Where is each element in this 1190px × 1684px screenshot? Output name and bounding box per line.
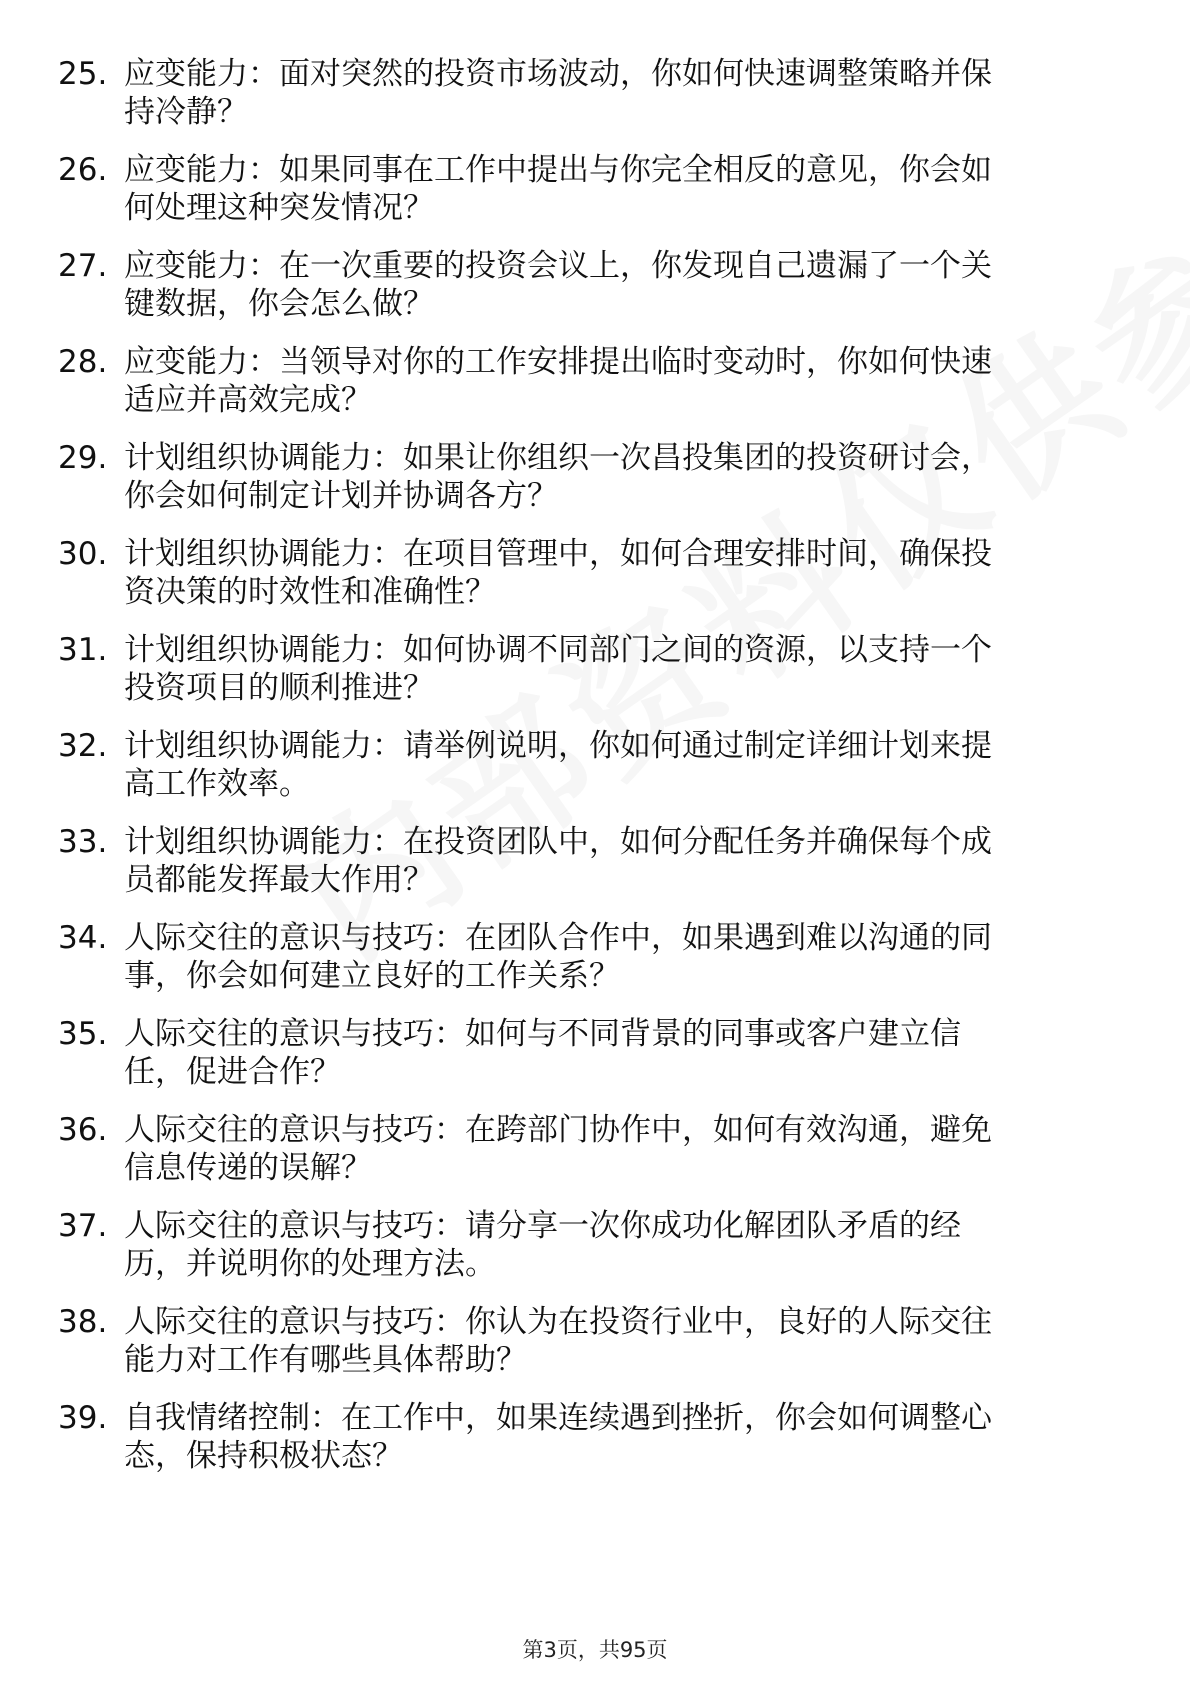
- question-line: 历，并说明你的处理方法。: [124, 1246, 496, 1282]
- question-number: 38.: [58, 1304, 108, 1340]
- question-text: [124, 247, 1124, 323]
- question-line: 投资项目的顺利推进？: [124, 670, 434, 706]
- question-text: [124, 631, 1124, 707]
- question-number: 29.: [58, 440, 108, 476]
- question-line: 持冷静？: [124, 94, 248, 130]
- question-text: [124, 151, 1124, 227]
- question-line: 人际交往的意识与技巧：在团队合作中，如果遇到难以沟通的同: [124, 920, 992, 956]
- question-number: 39.: [58, 1400, 108, 1436]
- question-line: 员都能发挥最大作用？: [124, 862, 434, 898]
- question-text: [124, 1207, 1124, 1283]
- question-line: 事，你会如何建立良好的工作关系？: [124, 958, 620, 994]
- question-number: 25.: [58, 56, 108, 92]
- question-line: 应变能力：如果同事在工作中提出与你完全相反的意见，你会如: [124, 152, 992, 188]
- question-text: [124, 727, 1124, 803]
- question-line: 计划组织协调能力：请举例说明，你如何通过制定详细计划来提: [124, 728, 992, 764]
- page-number-label: 第3页，共95页: [522, 1638, 668, 1662]
- question-text: [124, 439, 1124, 515]
- question-number: 27.: [58, 248, 108, 284]
- question-line: 计划组织协调能力：在投资团队中，如何分配任务并确保每个成: [124, 824, 992, 860]
- question-line: 适应并高效完成？: [124, 382, 372, 418]
- question-line: 计划组织协调能力：在项目管理中，如何合理安排时间，确保投: [124, 536, 992, 572]
- question-line: 能力对工作有哪些具体帮助？: [124, 1342, 527, 1378]
- question-text: [124, 1111, 1124, 1187]
- question-line: 计划组织协调能力：如何协调不同部门之间的资源，以支持一个: [124, 632, 992, 668]
- question-number: 36.: [58, 1112, 108, 1148]
- question-number: 30.: [58, 536, 108, 572]
- question-line: 人际交往的意识与技巧：如何与不同背景的同事或客户建立信: [124, 1016, 961, 1052]
- question-text: [124, 1015, 1124, 1091]
- question-text: [124, 823, 1124, 899]
- question-line: 自我情绪控制：在工作中，如果连续遇到挫折，你会如何调整心: [124, 1400, 992, 1436]
- question-text: [124, 1399, 1124, 1475]
- question-line: 人际交往的意识与技巧：请分享一次你成功化解团队矛盾的经: [124, 1208, 961, 1244]
- question-line: 应变能力：当领导对你的工作安排提出临时变动时，你如何快速: [124, 344, 992, 380]
- question-number: 28.: [58, 344, 108, 380]
- question-line: 你会如何制定计划并协调各方？: [124, 478, 558, 514]
- question-line: 应变能力：在一次重要的投资会议上，你发现自己遗漏了一个关: [124, 248, 992, 284]
- question-line: 应变能力：面对突然的投资市场波动，你如何快速调整策略并保: [124, 56, 992, 92]
- question-line: 何处理这种突发情况？: [124, 190, 434, 226]
- question-line: 信息传递的误解？: [124, 1150, 372, 1186]
- page-footer: [0, 1634, 1190, 1664]
- question-text: [124, 535, 1124, 611]
- question-text: [124, 1303, 1124, 1379]
- question-number: 37.: [58, 1208, 108, 1244]
- question-text: [124, 919, 1124, 995]
- question-line: 高工作效率。: [124, 766, 310, 802]
- question-number: 33.: [58, 824, 108, 860]
- question-text: [124, 55, 1124, 131]
- question-number: 35.: [58, 1016, 108, 1052]
- question-line: 资决策的时效性和准确性？: [124, 574, 496, 610]
- question-number: 26.: [58, 152, 108, 188]
- question-line: 人际交往的意识与技巧：在跨部门协作中，如何有效沟通，避免: [124, 1112, 992, 1148]
- question-number: 31.: [58, 632, 108, 668]
- question-line: 态，保持积极状态？: [124, 1438, 403, 1474]
- question-line: 任，促进合作？: [124, 1054, 341, 1090]
- question-number: 34.: [58, 920, 108, 956]
- question-text: [124, 343, 1124, 419]
- question-line: 计划组织协调能力：如果让你组织一次昌投集团的投资研讨会，: [124, 440, 992, 476]
- question-number: 32.: [58, 728, 108, 764]
- question-line: 键数据，你会怎么做？: [124, 286, 434, 322]
- question-line: 人际交往的意识与技巧：你认为在投资行业中，良好的人际交往: [124, 1304, 992, 1340]
